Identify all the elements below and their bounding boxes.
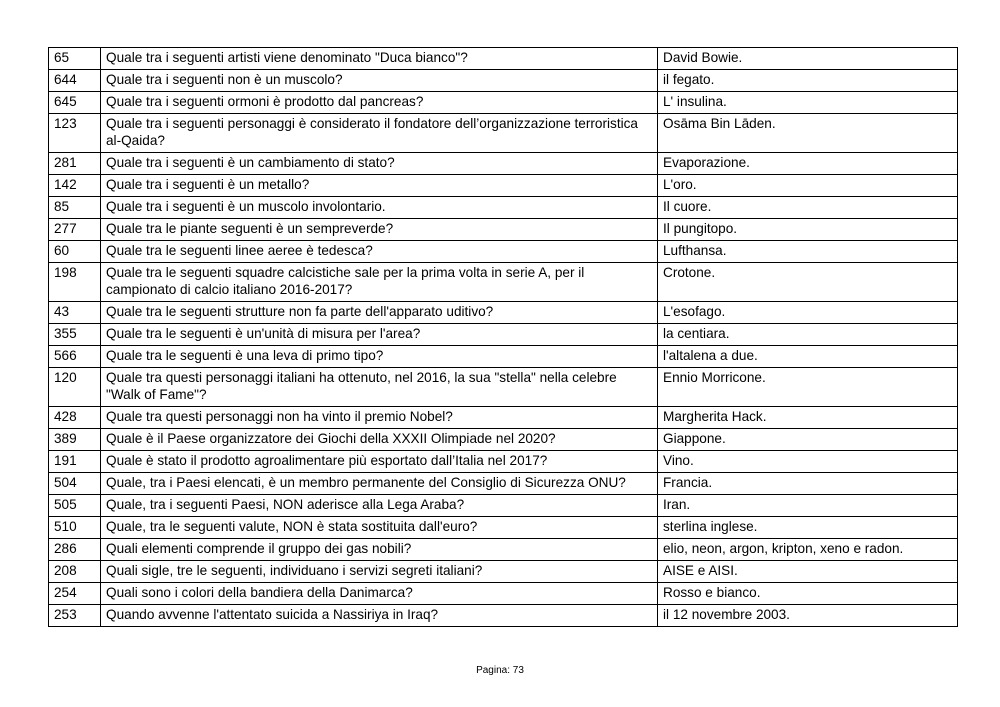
question-text: Quale, tra le seguenti valute, NON è stata sostituita dall'euro? — [101, 517, 658, 539]
page-number-footer: Pagina: 73 — [476, 665, 524, 676]
questions-table-body — [49, 48, 958, 627]
table-row — [49, 539, 958, 561]
answer-text: Margherita Hack. — [658, 407, 958, 429]
table-row — [49, 263, 958, 302]
answer-text: L'esofago. — [658, 302, 958, 324]
question-text: Quale tra i seguenti è un cambiamento di stato? — [101, 153, 658, 175]
row-number: 428 — [49, 407, 101, 429]
answer-text: il fegato. — [658, 70, 958, 92]
question-text: Quale tra i seguenti artisti viene denominato "Duca bianco"? — [101, 48, 658, 70]
question-text: Quale tra le seguenti squadre calcistiche sale per la prima volta in serie A, per il campionato di calcio italiano 2016-2017? — [101, 263, 658, 302]
answer-text: elio, neon, argon, kripton, xeno e radon. — [658, 539, 958, 561]
answer-text: Osāma Bin Lāden. — [658, 114, 958, 153]
table-row — [49, 324, 958, 346]
answer-text: Ennio Morricone. — [658, 368, 958, 407]
question-text: Quale, tra i seguenti Paesi, NON aderisce alla Lega Araba? — [101, 495, 658, 517]
row-number: 191 — [49, 451, 101, 473]
row-number: 198 — [49, 263, 101, 302]
row-number: 286 — [49, 539, 101, 561]
question-text: Quale tra le seguenti strutture non fa parte dell'apparato uditivo? — [101, 302, 658, 324]
table-row — [49, 473, 958, 495]
table-row — [49, 561, 958, 583]
table-row — [49, 429, 958, 451]
answer-text: l'altalena a due. — [658, 346, 958, 368]
answer-text: il 12 novembre 2003. — [658, 605, 958, 627]
row-number: 85 — [49, 197, 101, 219]
row-number: 208 — [49, 561, 101, 583]
answer-text: AISE e AISI. — [658, 561, 958, 583]
row-number: 355 — [49, 324, 101, 346]
row-number: 65 — [49, 48, 101, 70]
table-row — [49, 302, 958, 324]
table-row — [49, 241, 958, 263]
answer-text: Il cuore. — [658, 197, 958, 219]
answer-text: Il pungitopo. — [658, 219, 958, 241]
question-text: Quali sigle, tre le seguenti, individuano i servizi segreti italiani? — [101, 561, 658, 583]
answer-text: Rosso e bianco. — [658, 583, 958, 605]
row-number: 510 — [49, 517, 101, 539]
answer-text: Lufthansa. — [658, 241, 958, 263]
question-text: Quale tra le seguenti è un'unità di misura per l'area? — [101, 324, 658, 346]
row-number: 123 — [49, 114, 101, 153]
table-row — [49, 346, 958, 368]
table-row — [49, 451, 958, 473]
row-number: 277 — [49, 219, 101, 241]
table-row — [49, 495, 958, 517]
answer-text: la centiara. — [658, 324, 958, 346]
answer-text: L' insulina. — [658, 92, 958, 114]
row-number: 389 — [49, 429, 101, 451]
answer-text: Giappone. — [658, 429, 958, 451]
table-row — [49, 407, 958, 429]
row-number: 254 — [49, 583, 101, 605]
question-text: Quale tra i seguenti è un metallo? — [101, 175, 658, 197]
table-row — [49, 368, 958, 407]
table-row — [49, 517, 958, 539]
row-number: 142 — [49, 175, 101, 197]
question-text: Quale tra i seguenti personaggi è considerato il fondatore dell’organizzazione terroristica al-Qaida? — [101, 114, 658, 153]
row-number: 60 — [49, 241, 101, 263]
table-row — [49, 153, 958, 175]
table-row — [49, 175, 958, 197]
row-number: 644 — [49, 70, 101, 92]
table-row — [49, 197, 958, 219]
table-row — [49, 605, 958, 627]
table-row — [49, 48, 958, 70]
question-text: Quale tra questi personaggi italiani ha ottenuto, nel 2016, la sua "stella" nella celebre "Walk of Fame"? — [101, 368, 658, 407]
row-number: 505 — [49, 495, 101, 517]
question-text: Quali elementi comprende il gruppo dei gas nobili? — [101, 539, 658, 561]
question-text: Quale è il Paese organizzatore dei Giochi della XXXII Olimpiade nel 2020? — [101, 429, 658, 451]
question-text: Quale tra i seguenti è un muscolo involontario. — [101, 197, 658, 219]
answer-text: Iran. — [658, 495, 958, 517]
answer-text: Francia. — [658, 473, 958, 495]
row-number: 645 — [49, 92, 101, 114]
question-text: Quale è stato il prodotto agroalimentare più esportato dall’Italia nel 2017? — [101, 451, 658, 473]
answer-text: David Bowie. — [658, 48, 958, 70]
question-text: Quale, tra i Paesi elencati, è un membro permanente del Consiglio di Sicurezza ONU? — [101, 473, 658, 495]
table-row — [49, 583, 958, 605]
answer-text: sterlina inglese. — [658, 517, 958, 539]
question-text: Quale tra le seguenti è una leva di primo tipo? — [101, 346, 658, 368]
question-text: Quale tra i seguenti ormoni è prodotto dal pancreas? — [101, 92, 658, 114]
answer-text: Evaporazione. — [658, 153, 958, 175]
question-text: Quali sono i colori della bandiera della Danimarca? — [101, 583, 658, 605]
question-text: Quale tra le seguenti linee aeree è tedesca? — [101, 241, 658, 263]
questions-table — [48, 47, 958, 627]
row-number: 566 — [49, 346, 101, 368]
question-text: Quale tra i seguenti non è un muscolo? — [101, 70, 658, 92]
question-text: Quando avvenne l'attentato suicida a Nassiriya in Iraq? — [101, 605, 658, 627]
answer-text: Vino. — [658, 451, 958, 473]
row-number: 43 — [49, 302, 101, 324]
answer-text: L'oro. — [658, 175, 958, 197]
table-row — [49, 114, 958, 153]
answer-text: Crotone. — [658, 263, 958, 302]
row-number: 120 — [49, 368, 101, 407]
question-text: Quale tra questi personaggi non ha vinto il premio Nobel? — [101, 407, 658, 429]
row-number: 281 — [49, 153, 101, 175]
table-row — [49, 92, 958, 114]
table-row — [49, 70, 958, 92]
row-number: 253 — [49, 605, 101, 627]
question-text: Quale tra le piante seguenti è un sempreverde? — [101, 219, 658, 241]
table-row — [49, 219, 958, 241]
row-number: 504 — [49, 473, 101, 495]
